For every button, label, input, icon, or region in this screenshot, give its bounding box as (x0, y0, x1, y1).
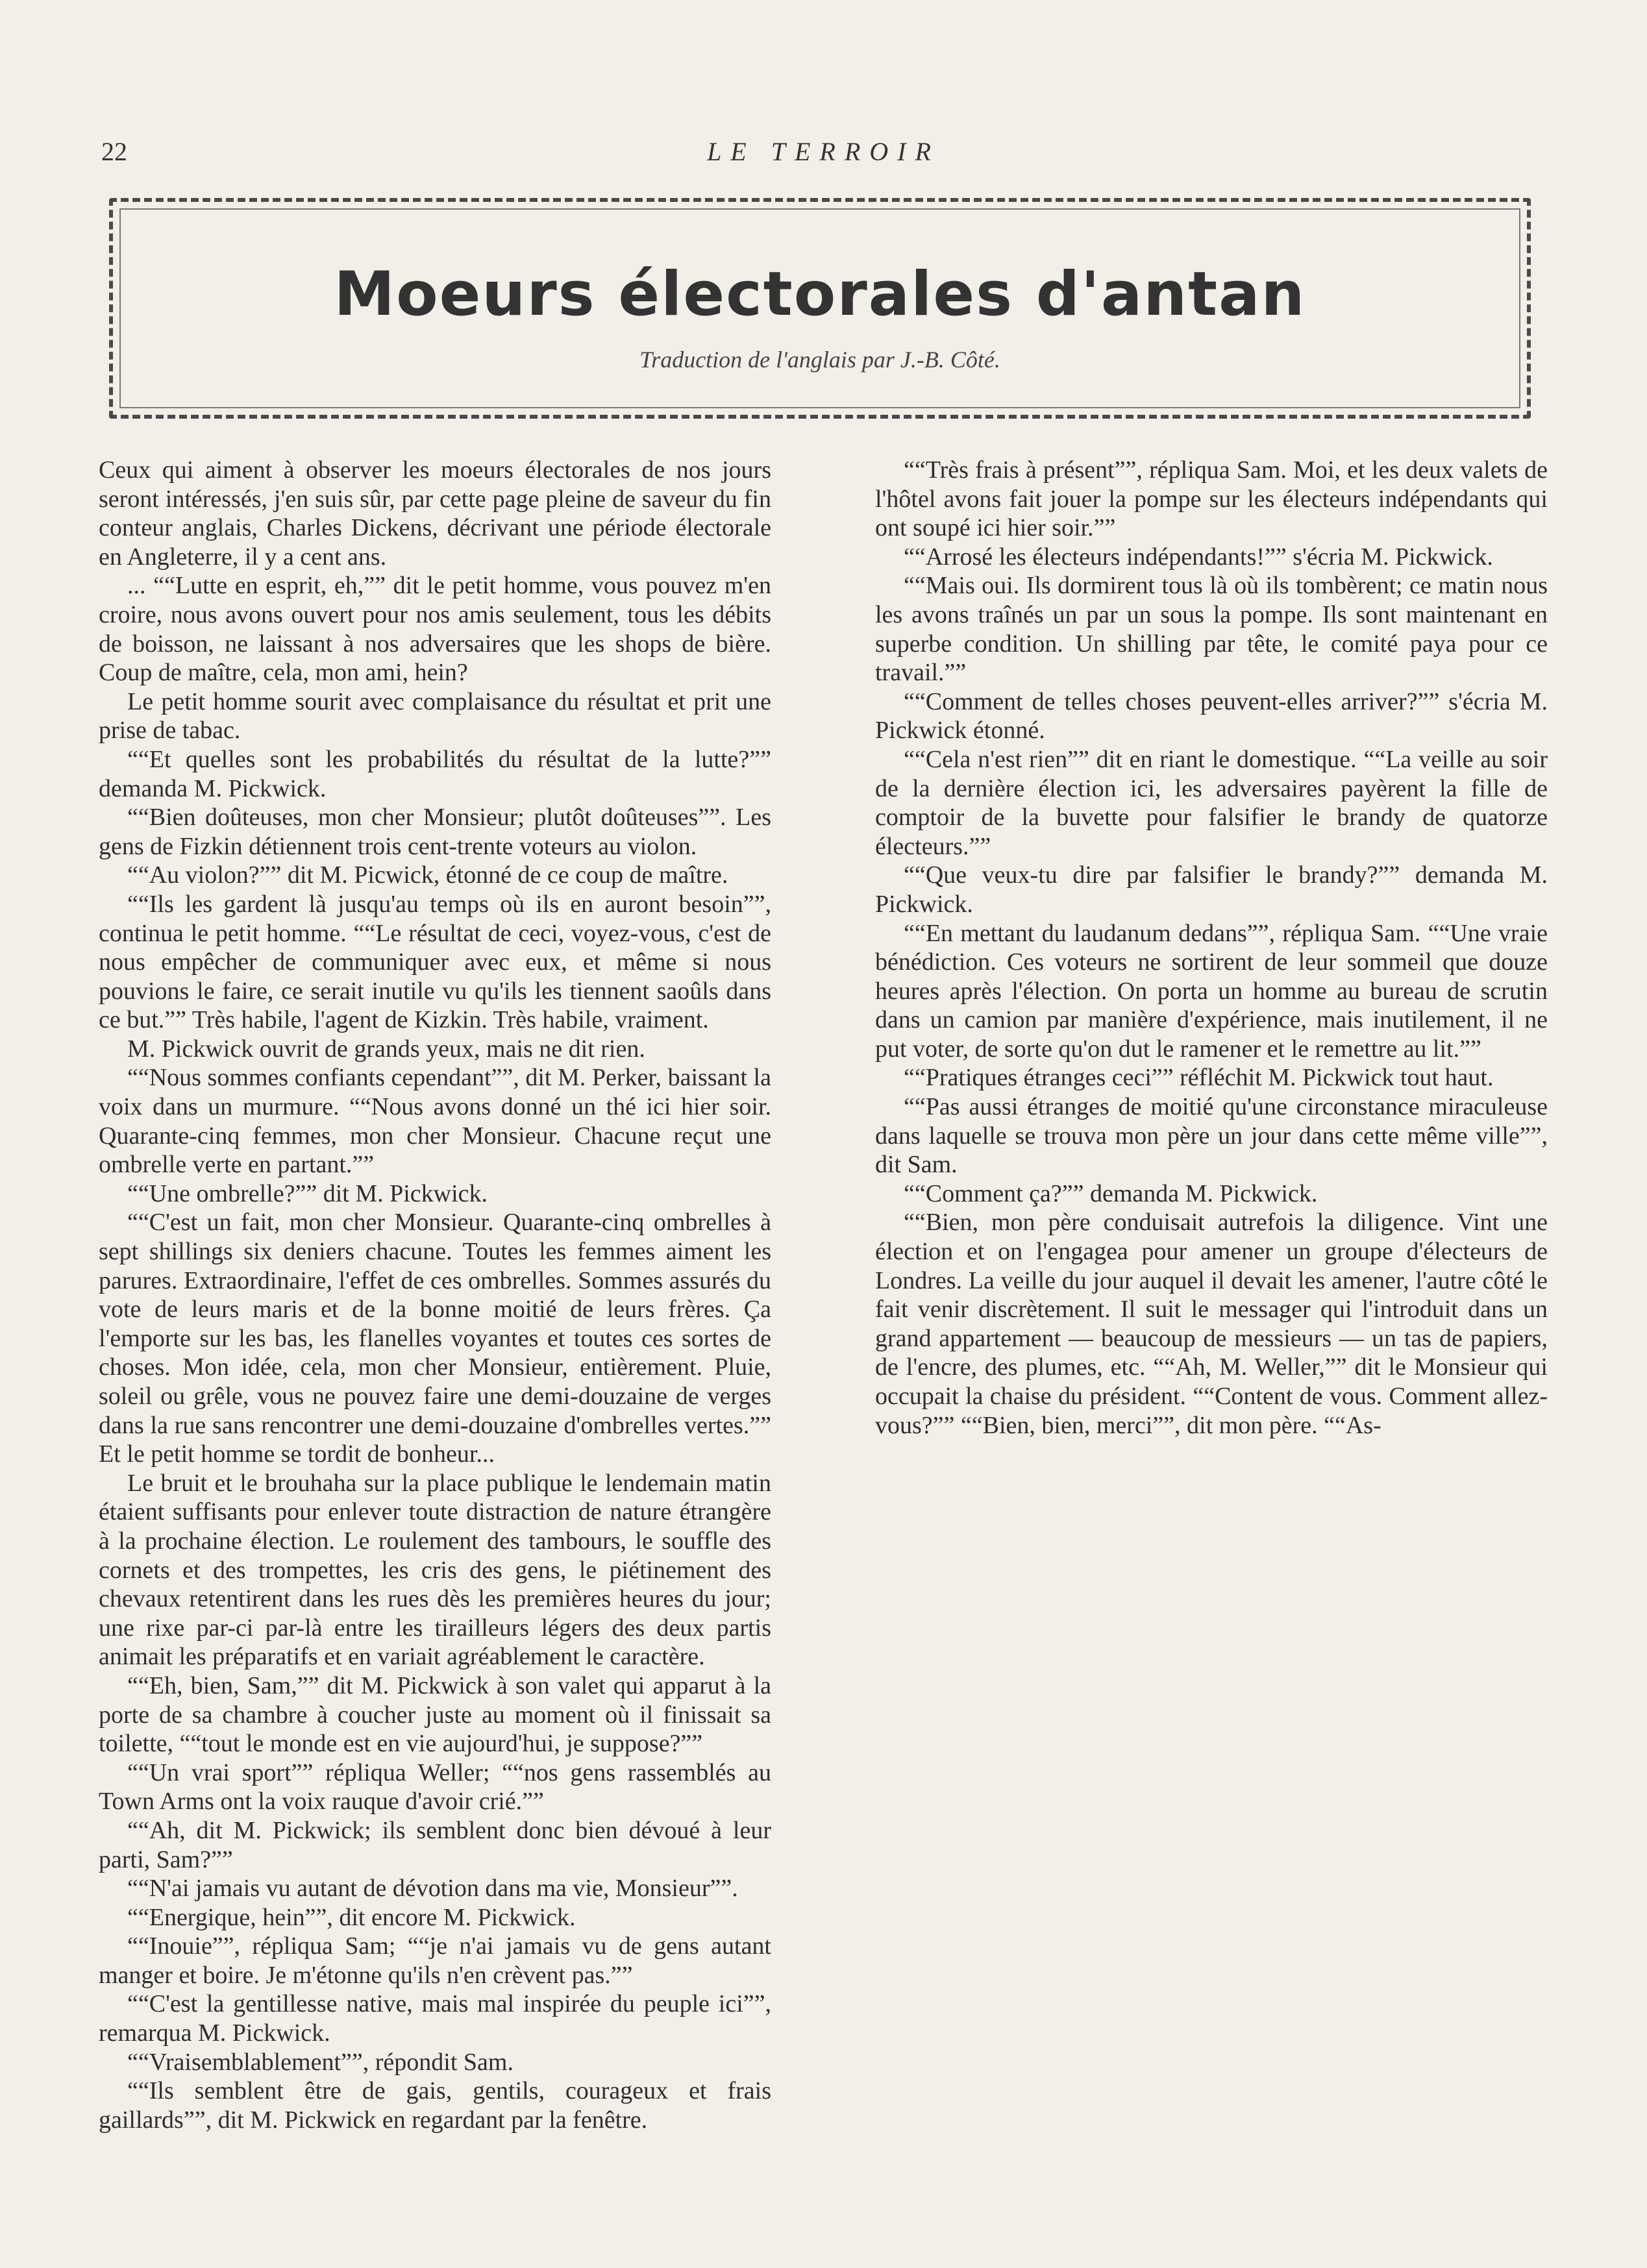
paragraph: ““C'est un fait, mon cher Monsieur. Quarante-cinq ombrelles à sept shillings six deniers chacune. Toutes les femmes aiment les parures. Extraordinaire, l'effet de ces ombrelles. Sommes assurés du vote de leurs maris et de la bonne moitié de leurs frères. Ça l'emporte sur les bas, les flanelles voyantes et toutes ces sortes de choses. Mon idée, cela, mon cher Monsieur, entièrement. Pluie, soleil ou grêle, vous ne pouvez faire une demi-douzaine de verges dans la rue sans rencontrer une demi-douzaine d'ombrelles vertes.”” Et le petit homme se tordit de bonheur... (99, 1209, 771, 1468)
title-frame (109, 198, 1531, 419)
paragraph: M. Pickwick ouvrit de grands yeux, mais ne dit rien. (127, 1035, 645, 1063)
paragraph: ““Très frais à présent””, répliqua Sam. Moi, et les deux valets de l'hôtel avons fait jouer la pompe sur les électeurs indépendants qui ont soupé ici hier soir.”” (875, 456, 1548, 542)
article-subtitle: Traduction de l'anglais par J.-B. Côté. (639, 347, 1000, 373)
paragraph: Le bruit et le brouhaha sur la place publique le lendemain matin étaient suffisants pour enlever toute distraction de nature étrangère à la prochaine élection. Le roulement des tambours, le souffle des cornets et des trompettes, les cris des gens, le piétinement des chevaux retentirent dans les rues dès les premières heures du jour; une rixe par-ci par-là entre les tirailleurs légers des deux partis animait les préparatifs et en variait agréablement le caractère. (99, 1469, 771, 1671)
paragraph: ““Comment de telles choses peuvent-elles arriver?”” s'écria M. Pickwick étonné. (875, 687, 1548, 745)
paragraph: ““Inouie””, répliqua Sam; ““je n'ai jamais vu de gens autant manger et boire. Je m'étonne qu'ils n'en crèvent pas.”” (99, 1932, 771, 1989)
paragraph: ““Comment ça?”” demanda M. Pickwick. (904, 1179, 1318, 1207)
paragraph: Ceux qui aiment à observer les moeurs électorales de nos jours seront intéressés, j'en suis sûr, par cette page pleine de saveur du fin conteur anglais, Charles Dickens, décrivant une période électorale en Angleterre, il y a cent ans. (99, 456, 771, 571)
article-title: Moeurs électorales d'antan (334, 259, 1306, 330)
paragraph: ““Une ombrelle?”” dit M. Pickwick. (127, 1179, 488, 1207)
paragraph: ““Eh, bien, Sam,”” dit M. Pickwick à son valet qui apparut à la porte de sa chambre à coucher juste au moment où il finissait sa toilette, ““tout le monde est en vie aujourd'hui, je suppose?”” (99, 1671, 771, 1758)
page-header (97, 136, 1550, 175)
paragraph: ““Bien doûteuses, mon cher Monsieur; plutôt doûteuses””. Les gens de Fizkin détiennent trois cent-trente voteurs au violon. (99, 804, 771, 860)
paragraph: ““Ils les gardent là jusqu'au temps où ils en auront besoin””, continua le petit homme. ““Le résultat de ceci, voyez-vous, c'est de nous empêcher de communiquer avec eux, et même si nous pouvions le faire, ce serait inutile vu qu'ils les tiennent saoûls dans ce but.”” Très habile, l'agent de Kizkin. Très habile, vraiment. (99, 890, 771, 1034)
paragraph: ““Pas aussi étranges de moitié qu'une circonstance miraculeuse dans laquelle se trouva mon père un jour dans cette même ville””, dit Sam. (875, 1093, 1548, 1179)
paragraph: ““Que veux-tu dire par falsifier le brandy?”” demanda M. Pickwick. (875, 861, 1548, 918)
paragraph: ““Energique, hein””, dit encore M. Pickwick. (127, 1903, 576, 1931)
article-body (99, 456, 1548, 2169)
paragraph: ““Et quelles sont les probabilités du résultat de la lutte?”” demanda M. Pickwick. (99, 745, 771, 802)
paragraph: ““Nous sommes confiants cependant””, dit M. Perker, baissant la voix dans un murmure. ““Nous avons donné un thé ici hier soir. Quarante-cinq femmes, mon cher Monsieur. Chacune reçut une ombrelle verte en partant.”” (99, 1064, 771, 1179)
paragraph: ““N'ai jamais vu autant de dévotion dans ma vie, Monsieur””. (127, 1875, 738, 1903)
paragraph: ““Arrosé les électeurs indépendants!”” s'écria M. Pickwick. (904, 543, 1493, 571)
paragraph: ““En mettant du laudanum dedans””, répliqua Sam. ““Une vraie bénédiction. Ces voteurs ne sortirent de leur sommeil que douze heures après l'élection. On porta un homme au bureau de scrutin dans un camion par manière d'expérience, mais inutilement, il ne put voter, de sorte qu'on dut le ramener et le remettre au lit.”” (875, 919, 1548, 1063)
paragraph: ““Ah, dit M. Pickwick; ils semblent donc bien dévoué à leur parti, Sam?”” (99, 1816, 771, 1873)
paragraph: ““Ils semblent être de gais, gentils, courageux et frais gaillards””, dit M. Pickwick en regardant par la fenêtre. (99, 2077, 771, 2134)
page-number: 22 (101, 137, 127, 166)
paragraph: ““Cela n'est rien”” dit en riant le domestique. ““La veille au soir de la dernière élection ici, les adversaires payèrent la fille de comptoir de la buvette pour falsifier le brandy de quatorze électeurs.”” (875, 745, 1548, 860)
paragraph: Le petit homme sourit avec complaisance du résultat et prit une prise de tabac. (99, 687, 771, 745)
paragraph: ““Un vrai sport”” répliqua Weller; ““nos gens rassemblés au Town Arms ont la voix rauque d'avoir crié.”” (99, 1758, 771, 1816)
paragraph: ““Au violon?”” dit M. Picwick, étonné de ce coup de maître. (127, 861, 728, 889)
paragraph: ““Vraisemblablement””, répondit Sam. (127, 2048, 514, 2076)
paragraph: ““C'est la gentillesse native, mais mal inspirée du peuple ici””, remarqua M. Pickwick. (99, 1990, 771, 2047)
paragraph: ““Mais oui. Ils dormirent tous là où ils tombèrent; ce matin nous les avons traînés un par un sous la pompe. Ils sont maintenant en superbe condition. Un shilling par tête, le comité paya pour ce travail.”” (875, 572, 1548, 687)
paragraph: ““Bien, mon père conduisait autrefois la diligence. Vint une élection et on l'engagea pour amener un groupe d'électeurs de Londres. La veille du jour auquel il devait les amener, l'autre côté le fait venir discrètement. Il suit le messager qui l'introduit dans un grand appartement — beaucoup de messieurs — un tas de papiers, de l'encre, des plumes, etc. ““Ah, M. Weller,”” dit le Monsieur qui occupait la chaise du président. ““Content de vous. Comment allez-vous?”” ““Bien, bien, merci””, dit mon père. ““As- (875, 1209, 1548, 1439)
running-title: LE TERROIR (707, 137, 940, 166)
paragraph: ““Pratiques étranges ceci”” réfléchit M. Pickwick tout haut. (904, 1064, 1494, 1092)
paragraph: ... ““Lutte en esprit, eh,”” dit le petit homme, vous pouvez m'en croire, nous avons ouvert pour nos amis seulement, tous les débits de boisson, ne laissant à nos adversaires que les shops de bière. Coup de maître, cela, mon ami, hein? (99, 572, 771, 687)
